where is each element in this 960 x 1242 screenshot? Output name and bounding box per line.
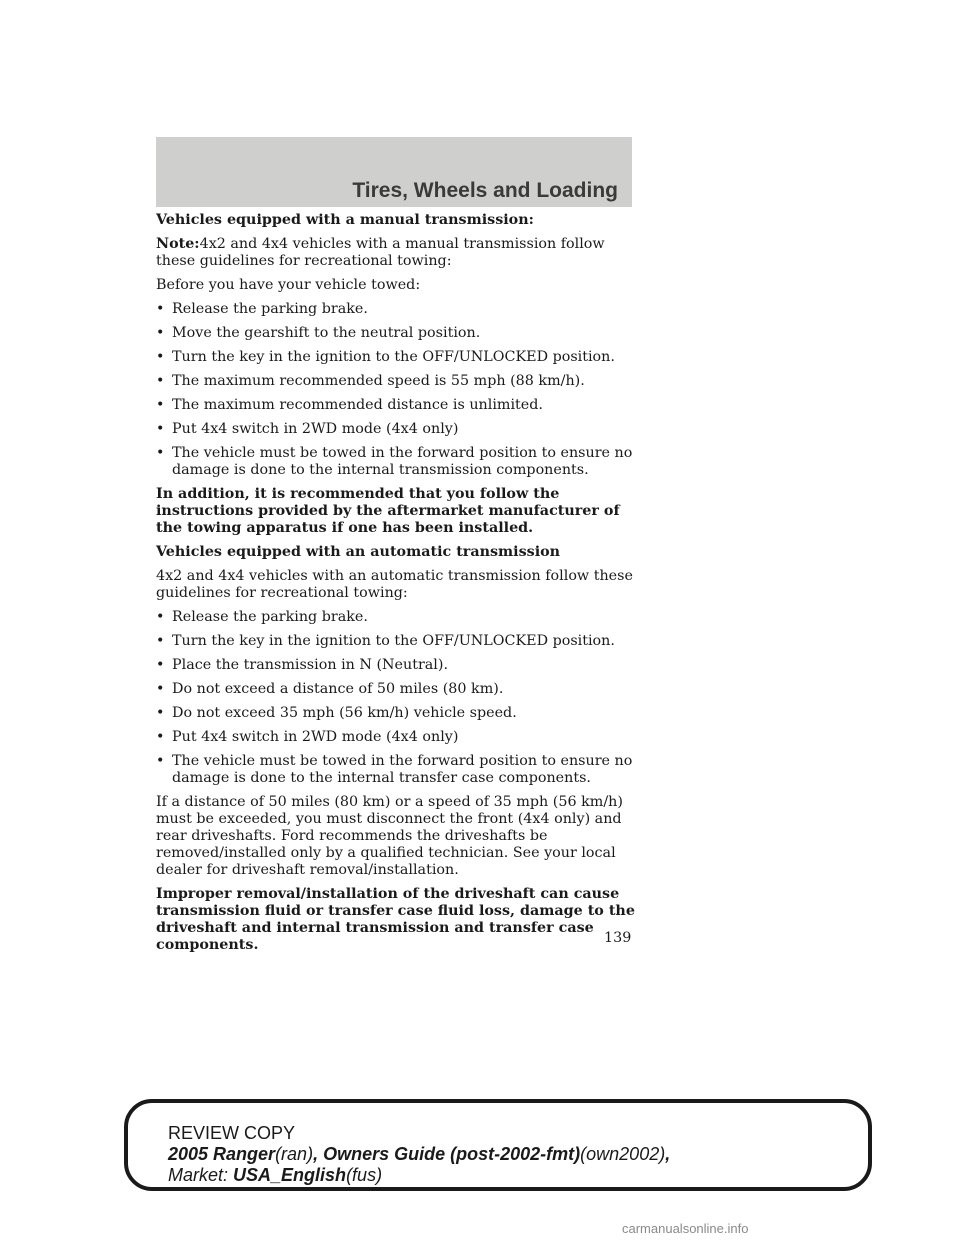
aftermarket-warning: In addition, it is recommended that you follow the instructions provided by the aftermarket manufacturer of the towing apparatus if one has been installed. bbox=[156, 486, 620, 536]
section-title: Tires, Wheels and Loading bbox=[352, 179, 618, 202]
review-copy-text bbox=[168, 1123, 670, 1186]
review-market-line: Market: USA_English(fus) bbox=[168, 1165, 383, 1185]
bullet-icon: • bbox=[156, 753, 165, 769]
watermark-link[interactable]: carmanualsonline.info bbox=[622, 1221, 749, 1236]
bullet-icon: • bbox=[156, 397, 165, 413]
bullet-icon: • bbox=[156, 729, 165, 745]
exceed-distance-paragraph: If a distance of 50 miles (80 km) or a speed of 35 mph (56 km/h) must be exceeded, you must disconnect the front (4x4 only) and rear driveshafts. Ford recommends the driveshafts be removed/installed only by a qualified technician. See your local dealer for driveshaft removal/installation. bbox=[156, 794, 623, 878]
automatic-transmission-heading: Vehicles equipped with an automatic transmission bbox=[156, 544, 561, 560]
bullet-icon: • bbox=[156, 657, 165, 673]
automatic-towing-list bbox=[156, 609, 636, 787]
list-item: • The vehicle must be towed in the forward position to ensure no damage is done to the internal transfer case components. bbox=[156, 753, 633, 786]
page-number: 139 bbox=[604, 930, 632, 946]
list-item: • The maximum recommended distance is unlimited. bbox=[156, 397, 543, 413]
review-copy-box bbox=[124, 1099, 872, 1191]
list-item: • Place the transmission in N (Neutral). bbox=[156, 657, 449, 673]
list-item: • Turn the key in the ignition to the OFF/UNLOCKED position. bbox=[156, 633, 615, 649]
bullet-icon: • bbox=[156, 421, 165, 437]
bullet-icon: • bbox=[156, 325, 165, 341]
manual-towing-list bbox=[156, 301, 636, 479]
bullet-icon: • bbox=[156, 681, 165, 697]
bullet-icon: • bbox=[156, 373, 165, 389]
list-item: • Put 4x4 switch in 2WD mode (4x4 only) bbox=[156, 729, 459, 745]
list-item: • Put 4x4 switch in 2WD mode (4x4 only) bbox=[156, 421, 459, 437]
bullet-icon: • bbox=[156, 705, 165, 721]
list-item: • Move the gearshift to the neutral position. bbox=[156, 325, 481, 341]
list-item: • Release the parking brake. bbox=[156, 609, 368, 625]
list-item: • Release the parking brake. bbox=[156, 301, 368, 317]
manual-note bbox=[156, 236, 636, 270]
manual-transmission-heading: Vehicles equipped with a manual transmission: bbox=[156, 212, 534, 228]
bullet-icon: • bbox=[156, 349, 165, 365]
list-item: • The maximum recommended speed is 55 mph (88 km/h). bbox=[156, 373, 585, 389]
before-towing-text: Before you have your vehicle towed: bbox=[156, 277, 421, 293]
list-item: • Turn the key in the ignition to the OFF/UNLOCKED position. bbox=[156, 349, 615, 365]
page-content bbox=[156, 212, 636, 961]
bullet-icon: • bbox=[156, 633, 165, 649]
review-model-line: 2005 Ranger(ran), Owners Guide (post-2002-fmt)(own2002), bbox=[168, 1144, 671, 1164]
review-copy-label: REVIEW COPY bbox=[168, 1123, 296, 1143]
list-item: • The vehicle must be towed in the forward position to ensure no damage is done to the internal transmission components. bbox=[156, 445, 633, 478]
bullet-icon: • bbox=[156, 609, 165, 625]
note-text: 4x2 and 4x4 vehicles with a manual transmission follow these guidelines for recreational towing: bbox=[156, 236, 605, 269]
automatic-intro: 4x2 and 4x4 vehicles with an automatic transmission follow these guidelines for recreational towing: bbox=[156, 568, 633, 601]
list-item: • Do not exceed a distance of 50 miles (80 km). bbox=[156, 681, 504, 697]
list-item: • Do not exceed 35 mph (56 km/h) vehicle speed. bbox=[156, 705, 517, 721]
note-label: Note: bbox=[156, 236, 200, 252]
section-header-band bbox=[156, 137, 632, 207]
bullet-icon: • bbox=[156, 301, 165, 317]
bullet-icon: • bbox=[156, 445, 165, 461]
improper-removal-warning: Improper removal/installation of the driveshaft can cause transmission fluid or transfer case fluid loss, damage to the driveshaft and internal transmission and transfer case components. bbox=[156, 886, 635, 953]
